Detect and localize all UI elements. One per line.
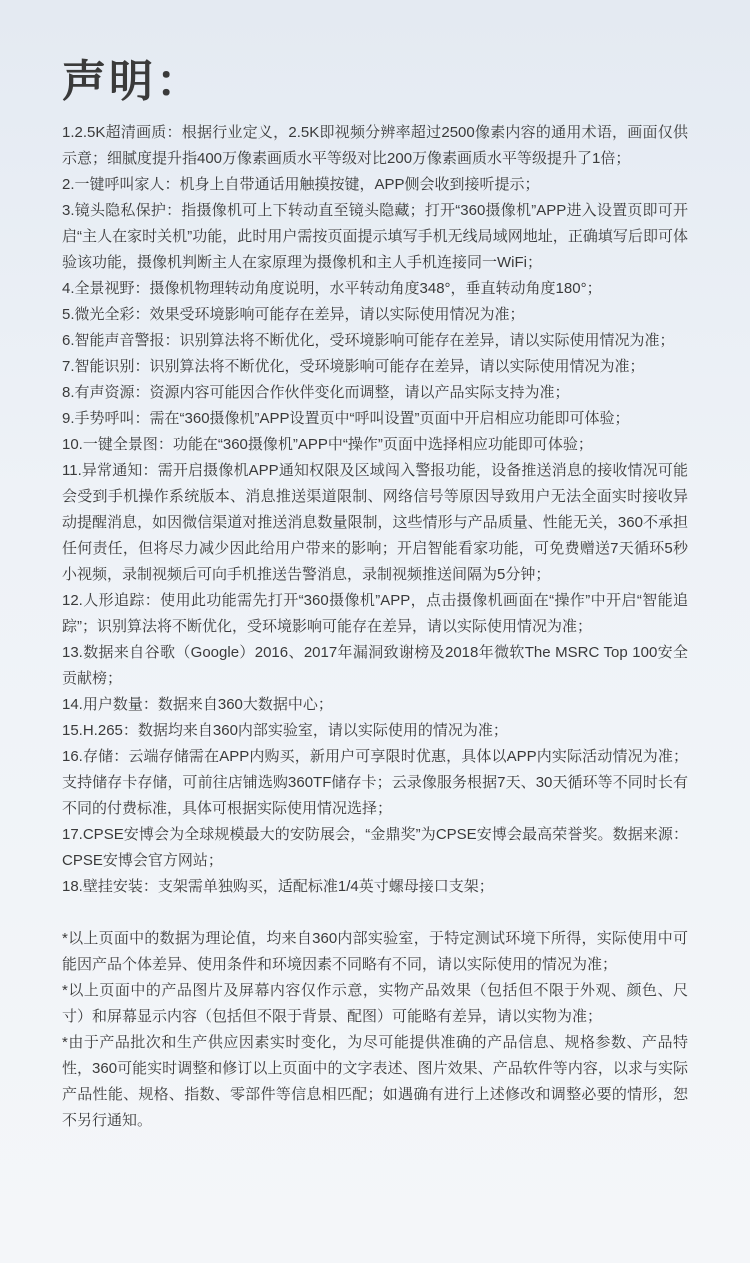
statement-item: 4.全景视野：摄像机物理转动角度说明，水平转动角度348°，垂直转动角度180°；	[62, 280, 602, 297]
statement-item: 11.异常通知：需开启摄像机APP通知权限及区域闯入警报功能，设备推送消息的接收情况可能会受到手机操作系统版本、消息推送渠道限制、网络信号等原因导致用户无法全面实时接收异动提醒消息，如因微信渠道对推送消息数量限制，这些情形与产品质量、性能无关，360不承担任何责任，但将尽力减少因此给用户带来的影响；开启智能看家功能，可免费赠送7天循环5秒小视频，录制视频后可向手机推送告警消息，录制视频推送间隔为5分钟；	[62, 462, 688, 583]
statement-item: 9.手势呼叫：需在“360摄像机”APP设置页中“呼叫设置”页面中开启相应功能即可体验；	[62, 410, 630, 427]
statement-item: 17.CPSE安博会为全球规模最大的安防展会，“金鼎奖”为CPSE安博会最高荣誉奖。数据来源：CPSE安博会官方网站；	[62, 826, 688, 869]
footnote-item: *以上页面中的数据为理论值，均来自360内部实验室，于特定测试环境下所得，实际使用中可能因产品个体差异、使用条件和环境因素不同略有不同，请以实际使用的情况为准；	[62, 930, 688, 973]
statement-item: 13.数据来自谷歌（Google）2016、2017年漏洞致谢榜及2018年微软The MSRC Top 100安全贡献榜；	[62, 644, 688, 687]
statement-item: 16.存储：云端存储需在APP内购买，新用户可享限时优惠，具体以APP内实际活动情况为准；支持储存卡存储，可前往店铺选购360TF储存卡；云录像服务根据7天、30天循环等不同时长有不同的付费标准，具体可根据实际使用情况选择；	[62, 748, 688, 817]
statement-item: 6.智能声音警报：识别算法将不断优化，受环境影响可能存在差异，请以实际使用情况为准；	[62, 332, 675, 349]
statement-item: 10.一键全景图：功能在“360摄像机”APP中“操作”页面中选择相应功能即可体验；	[62, 436, 593, 453]
statement-list	[62, 120, 688, 900]
statement-item: 3.镜头隐私保护：指摄像机可上下转动直至镜头隐藏；打开“360摄像机”APP进入设置页即可开启“主人在家时关机”功能，此时用户需按页面提示填写手机无线局域网地址，正确填写后即可体验该功能，摄像机判断主人在家原理为摄像机和主人手机连接同一WiFi；	[62, 202, 688, 271]
statement-item: 2.一键呼叫家人：机身上自带通话用触摸按键，APP侧会收到接听提示；	[62, 176, 540, 193]
statement-item: 12.人形追踪：使用此功能需先打开“360摄像机”APP，点击摄像机画面在“操作”中开启“智能追踪”；识别算法将不断优化，受环境影响可能存在差异，请以实际使用情况为准；	[62, 592, 688, 635]
statement-item: 15.H.265：数据均来自360内部实验室，请以实际使用的情况为准；	[62, 722, 508, 739]
statement-item: 5.微光全彩：效果受环境影响可能存在差异，请以实际使用情况为准；	[62, 306, 525, 323]
footnote-item: *由于产品批次和生产供应因素实时变化，为尽可能提供准确的产品信息、规格参数、产品特性，360可能实时调整和修订以上页面中的文字表述、图片效果、产品软件等内容，以求与实际产品性能、规格、指数、零部件等信息相匹配；如遇确有进行上述修改和调整必要的情形，恕不另行通知。	[62, 1034, 688, 1129]
page-title: 声明：	[62, 57, 203, 106]
statement-item: 7.智能识别：识别算法将不断优化，受环境影响可能存在差异，请以实际使用情况为准；	[62, 358, 645, 375]
statement-item: 14.用户数量：数据来自360大数据中心；	[62, 696, 333, 713]
footnote-list	[62, 926, 688, 1134]
statement-item: 1.2.5K超清画质：根据行业定义，2.5K即视频分辨率超过2500像素内容的通用术语，画面仅供示意；细腻度提升指400万像素画质水平等级对比200万像素画质水平等级提升了1倍；	[62, 124, 688, 167]
footnote-item: *以上页面中的产品图片及屏幕内容仅作示意，实物产品效果（包括但不限于外观、颜色、尺寸）和屏幕显示内容（包括但不限于背景、配图）可能略有差异，请以实物为准；	[62, 982, 688, 1025]
statement-item: 18.壁挂安装：支架需单独购买，适配标准1/4英寸螺母接口支架；	[62, 878, 494, 895]
statement-item: 8.有声资源：资源内容可能因合作伙伴变化而调整，请以产品实际支持为准；	[62, 384, 570, 401]
